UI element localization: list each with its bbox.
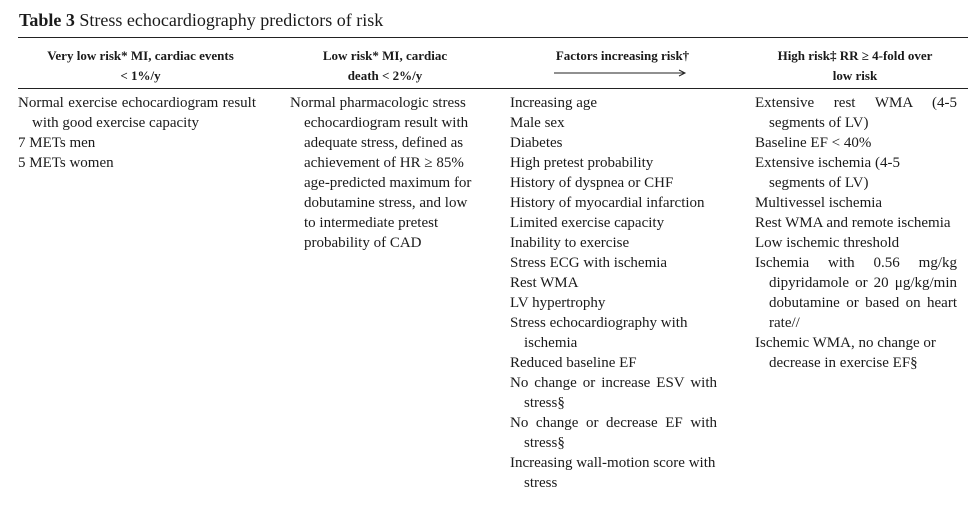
list-item: Diabetes: [510, 135, 563, 151]
list-item: Inability to exercise: [510, 235, 630, 251]
list-item: History of myocardial infarction: [510, 195, 705, 211]
header-very-low-risk: Very low risk* MI, cardiac events < 1%/y: [47, 48, 234, 83]
column-low-risk: [290, 93, 475, 253]
list-item: History of dyspnea or CHF: [510, 175, 674, 191]
list-item: Increasing wall-motion score with stress: [510, 455, 716, 491]
list-item: Low ischemic threshold: [755, 235, 900, 251]
top-rule: [18, 37, 968, 38]
list-item: Rest WMA: [510, 275, 579, 291]
column-factors-increasing-risk: [510, 93, 717, 493]
table-caption: Stress echocardiography predictors of risk: [79, 10, 384, 30]
list-item: Increasing age: [510, 95, 598, 111]
list-item: Extensive ischemia (4-5 segments of LV): [755, 155, 900, 191]
header-rule: [18, 88, 968, 89]
list-item: Male sex: [510, 115, 565, 131]
header-low-risk: Low risk* MI, cardiac death < 2%/y: [322, 48, 448, 83]
list-item: 5 METs women: [18, 155, 114, 171]
list-item: Stress echocardiography with ischemia: [510, 315, 688, 351]
list-item: Normal exercise echocardiogram result with good exercise capacity: [18, 95, 256, 131]
right-arrow-icon: [554, 68, 689, 78]
list-item: Limited exercise capacity: [510, 215, 665, 231]
list-item: Normal pharmacologic stress echocardiogram result with adequate stress, defined as achievement of HR ≥ 85% age-predicted maximum for dobutamine stress, and low to intermediate pretest probability of CAD: [290, 95, 472, 251]
list-item: 7 METs men: [18, 135, 96, 151]
header-high-risk: High risk‡ RR ≥ 4-fold over low risk: [777, 48, 933, 83]
list-item: LV hypertrophy: [510, 295, 606, 311]
list-item: Ischemia with 0.56 mg/kg dipyridamole or 20 μg/kg/min dobutamine or based on heart rate//: [755, 255, 957, 331]
list-item: Rest WMA and remote ischemia: [755, 215, 951, 231]
list-item: Multivessel ischemia: [755, 195, 883, 211]
column-high-risk: [755, 93, 957, 373]
table-title: [19, 10, 383, 31]
list-item: Stress ECG with ischemia: [510, 255, 668, 271]
table-label: Table 3: [19, 10, 75, 30]
list-item: No change or decrease EF with stress§: [510, 415, 717, 451]
header-factors-increasing-risk: Factors increasing risk†: [555, 48, 690, 63]
column-very-low-risk: [18, 93, 256, 173]
list-item: Extensive rest WMA (4-5 segments of LV): [755, 95, 957, 131]
list-item: Reduced baseline EF: [510, 355, 637, 371]
list-item: Baseline EF < 40%: [755, 135, 872, 151]
list-item: Ischemic WMA, no change or decrease in exercise EF§: [755, 335, 936, 371]
list-item: No change or increase ESV with stress§: [510, 375, 717, 411]
list-item: High pretest probability: [510, 155, 654, 171]
